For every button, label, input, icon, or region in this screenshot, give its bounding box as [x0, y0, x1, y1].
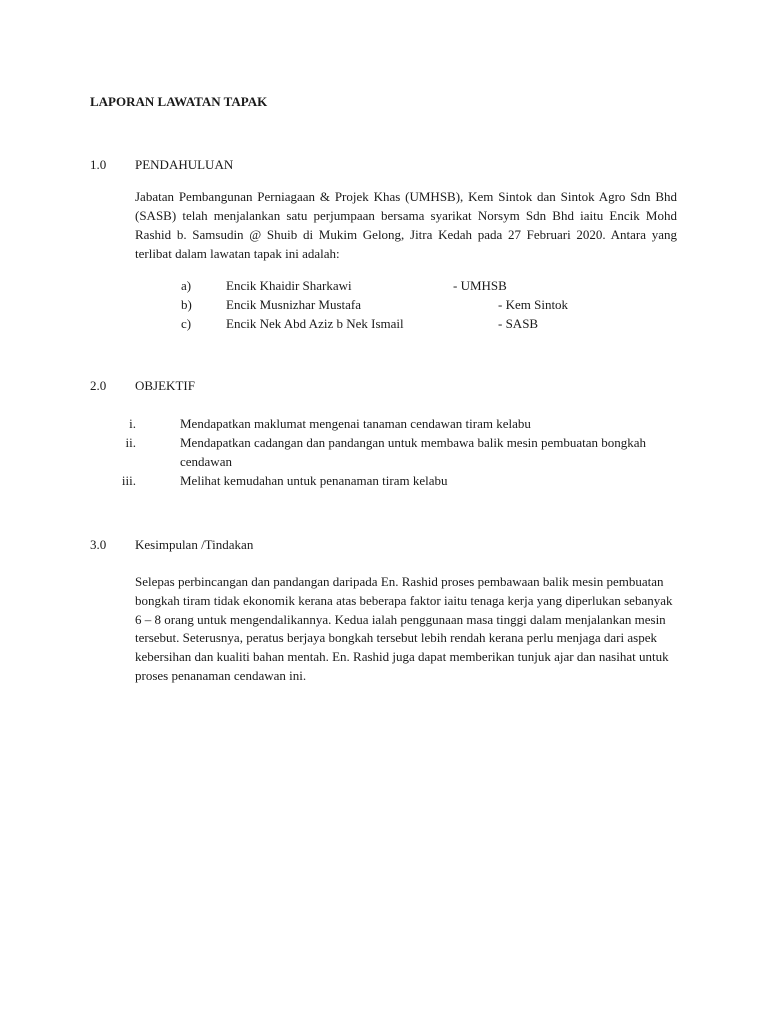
participant-row — [0, 276, 768, 295]
objective-text: Mendapatkan cadangan dan pandangan untuk membawa balik mesin pembuatan bongkah cendawan — [180, 435, 647, 469]
section-3-number: 3.0 — [90, 537, 107, 552]
section-3-heading: Kesimpulan /Tindakan — [135, 537, 254, 552]
objective-text: Melihat kemudahan untuk penanaman tiram kelabu — [180, 473, 448, 488]
section-1-paragraph: Jabatan Pembangunan Perniagaan & Projek Khas (UMHSB), Kem Sintok dan Sintok Agro Sdn Bhd (SASB) telah menjalankan satu perjumpaan bersama syarikat Norsym Sdn Bhd iaitu Encik Mohd Rashid b. Samsudin @ Shuib di Mukim Gelong, Jitra Kedah pada 27 Februari 2020. Antara yang terlibat dalam lawatan tapak ini adalah: — [135, 189, 677, 261]
document-title: LAPORAN LAWATAN TAPAK — [90, 94, 268, 109]
participant-marker: b) — [181, 297, 192, 312]
participant-org: - SASB — [498, 316, 539, 331]
objective-marker: i. — [129, 416, 136, 431]
section-2-number: 2.0 — [90, 378, 107, 393]
participant-marker: a) — [181, 278, 192, 293]
section-1-number: 1.0 — [90, 157, 107, 172]
participant-org: - UMHSB — [453, 278, 507, 293]
participant-name: Encik Musnizhar Mustafa — [226, 297, 362, 312]
objective-text: Mendapatkan maklumat mengenai tanaman cendawan tiram kelabu — [180, 416, 531, 431]
participant-org: - Kem Sintok — [498, 297, 569, 312]
section-2-heading: OBJEKTIF — [135, 378, 195, 393]
section-3-paragraph: Selepas perbincangan dan pandangan daripada En. Rashid proses pembawaan balik mesin pembuatan bongkah tiram tidak ekonomik kerana atas beberapa faktor iaitu tenaga kerja yang diperlukan sebanyak 6 – 8 orang untuk mengendalikannya. Kedua ialah penggunaan masa tinggi dalam menjalankan mesin tersebut. Seterusnya, peratus berjaya bongkah tersebut lebih rendah kerana perlu menjaga dari aspek kebersihan dan kualiti bahan mentah. En. Rashid juga dapat memberikan tunjuk ajar dan nasihat untuk proses penanaman cendawan ini. — [135, 574, 673, 683]
participant-name: Encik Khaidir Sharkawi — [226, 278, 352, 293]
objective-marker: iii. — [121, 473, 136, 488]
participant-row — [0, 295, 768, 314]
objective-marker: ii. — [125, 435, 136, 450]
participant-row — [0, 314, 768, 333]
participant-marker: c) — [181, 316, 192, 331]
participant-name: Encik Nek Abd Aziz b Nek Ismail — [226, 316, 404, 331]
section-1-heading: PENDAHULUAN — [135, 157, 234, 172]
